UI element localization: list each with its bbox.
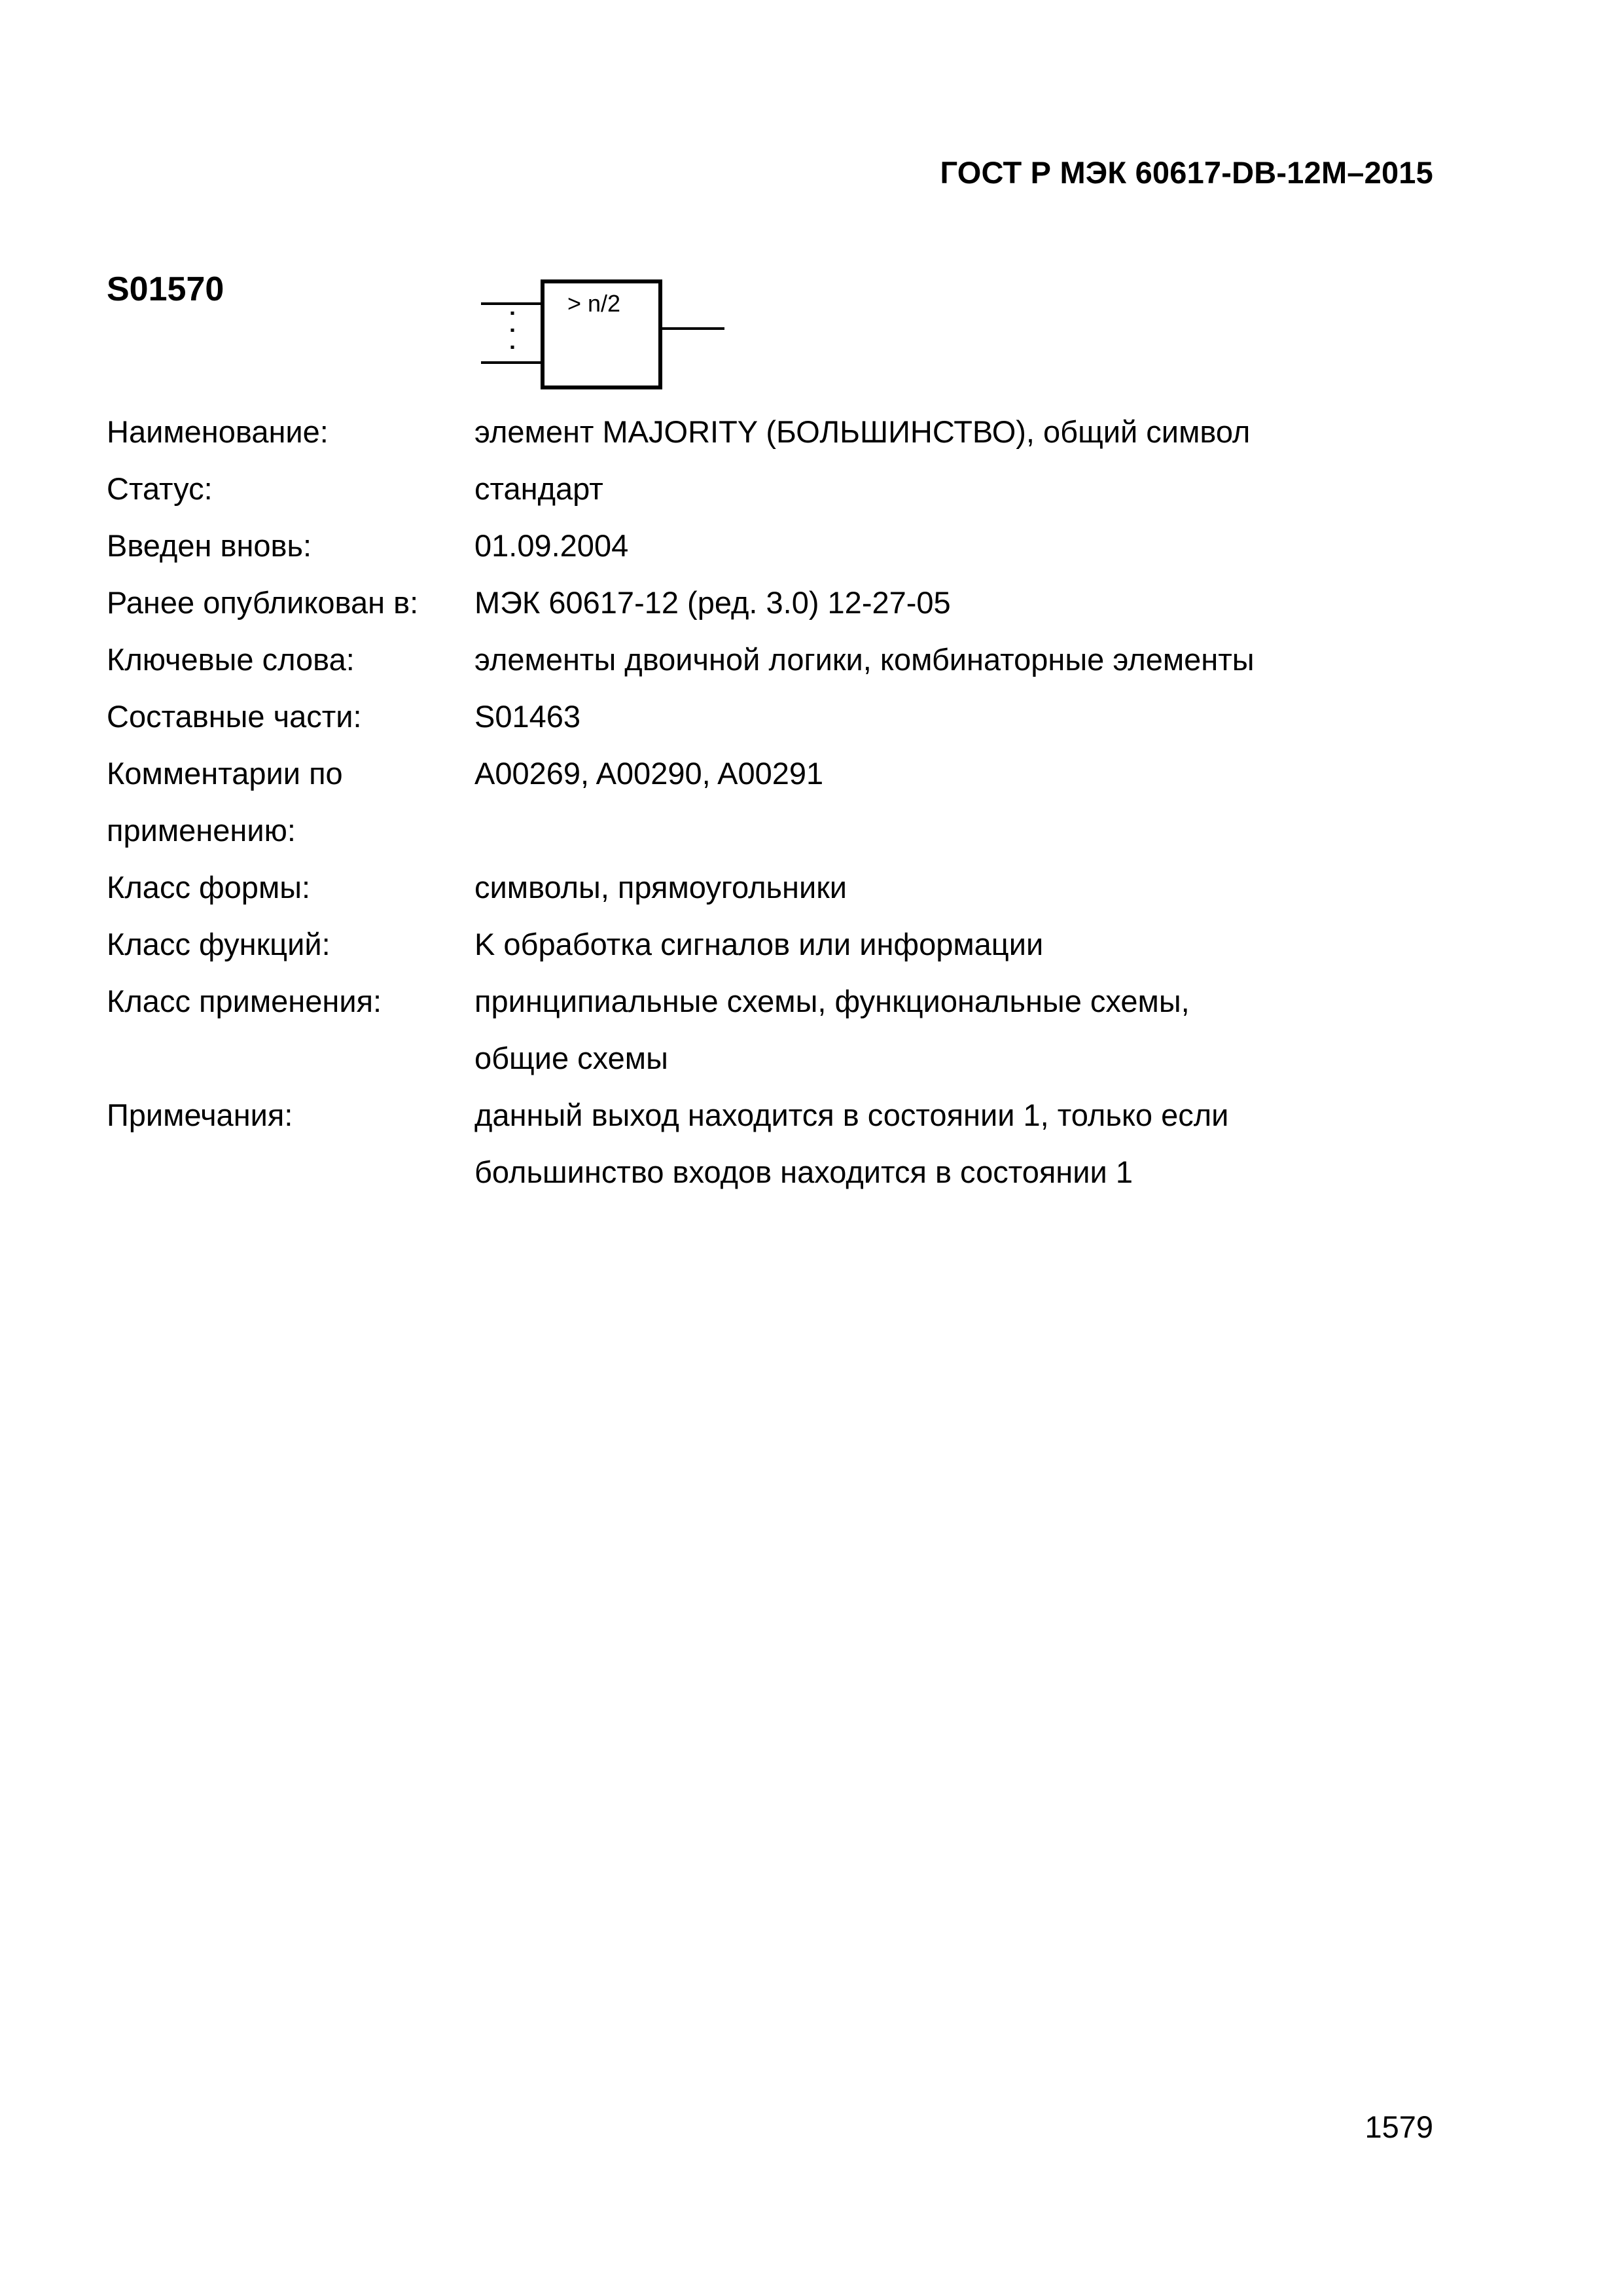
property-label — [107, 916, 474, 973]
property-label — [107, 403, 474, 460]
property-label-line: Примечания: — [107, 1098, 293, 1132]
property-value — [474, 745, 1448, 802]
property-label-line: Класс применения: — [107, 984, 382, 1018]
property-row — [107, 517, 1448, 574]
property-row — [107, 745, 1448, 859]
property-label-line: Ключевые слова: — [107, 642, 355, 677]
property-label — [107, 1086, 474, 1143]
property-value-line: стандарт — [474, 471, 603, 506]
property-value-line: A00269, A00290, A00291 — [474, 756, 824, 791]
property-label — [107, 688, 474, 745]
property-label — [107, 460, 474, 517]
property-row — [107, 916, 1448, 973]
property-value — [474, 517, 1448, 574]
property-value-line: большинство входов находится в состоянии 1 — [474, 1155, 1133, 1189]
property-label-line: Комментарии по — [107, 756, 343, 791]
page-number: 1579 — [1364, 2109, 1433, 2144]
property-value — [474, 631, 1448, 688]
symbol-qualifier: > n/2 — [567, 290, 621, 317]
property-row — [107, 973, 1448, 1086]
property-row — [107, 460, 1448, 517]
property-label — [107, 631, 474, 688]
property-value-line: элементы двоичной логики, комбинаторные элементы — [474, 642, 1255, 677]
property-value-line: 01.09.2004 — [474, 528, 629, 563]
property-label-line: Составные части: — [107, 699, 362, 734]
property-row — [107, 403, 1448, 460]
property-label-line: применению: — [107, 813, 296, 848]
property-label-line: Статус: — [107, 471, 213, 506]
property-label-line: Ранее опубликован в: — [107, 585, 419, 620]
property-value — [474, 688, 1448, 745]
property-value — [474, 574, 1448, 631]
property-value — [474, 1086, 1448, 1200]
property-label — [107, 574, 474, 631]
property-label-line: Наименование: — [107, 414, 329, 449]
property-label-line: Введен вновь: — [107, 528, 312, 563]
symbol-id: S01570 — [107, 270, 224, 308]
property-value-line: элемент MAJORITY (БОЛЬШИНСТВО), общий символ — [474, 414, 1251, 449]
property-value — [474, 916, 1448, 973]
properties-table — [107, 403, 1448, 1200]
property-value — [474, 973, 1448, 1086]
property-row — [107, 859, 1448, 916]
document-header: ГОСТ Р МЭК 60617-DB-12M–2015 — [940, 155, 1433, 190]
property-row — [107, 688, 1448, 745]
property-value-line: K обработка сигналов или информации — [474, 927, 1044, 961]
property-label-line: Класс функций: — [107, 927, 330, 961]
property-value-line: МЭК 60617-12 (ред. 3.0) 12-27-05 — [474, 585, 951, 620]
property-value-line: символы, прямоугольники — [474, 870, 847, 905]
property-value — [474, 859, 1448, 916]
property-value — [474, 403, 1448, 460]
property-value-line: данный выход находится в состоянии 1, только если — [474, 1098, 1229, 1132]
property-label-line: Класс формы: — [107, 870, 311, 905]
property-value-line: принципиальные схемы, функциональные схемы, — [474, 984, 1190, 1018]
property-row — [107, 574, 1448, 631]
property-value — [474, 460, 1448, 517]
property-label — [107, 517, 474, 574]
property-label — [107, 745, 474, 859]
property-value-line: S01463 — [474, 699, 581, 734]
property-row — [107, 631, 1448, 688]
property-row — [107, 1086, 1448, 1200]
property-value-line: общие схемы — [474, 1041, 668, 1075]
majority-element-symbol-icon — [481, 275, 730, 399]
property-label — [107, 859, 474, 916]
property-label — [107, 973, 474, 1030]
